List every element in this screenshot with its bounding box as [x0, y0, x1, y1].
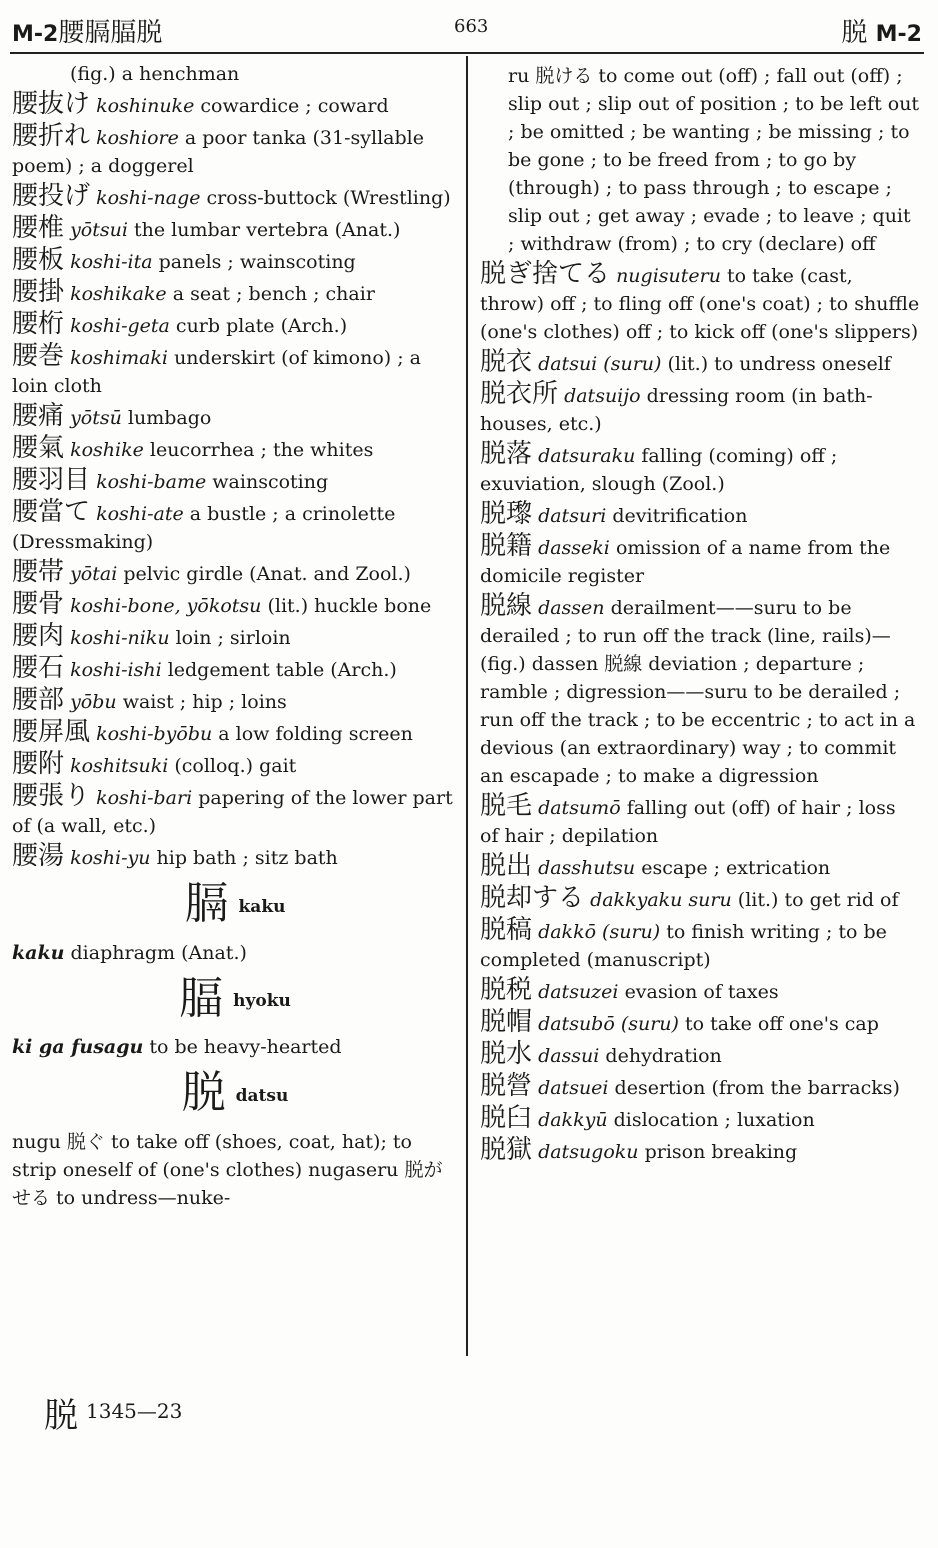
dictionary-entry: [480, 1104, 920, 1134]
footer-code: 1345—23: [86, 1399, 183, 1423]
entry-reading: koshike: [70, 439, 144, 461]
dictionary-entry: [12, 686, 458, 716]
head-char-glyph: 脱: [181, 1067, 226, 1118]
entry-definition: (colloq.) gait: [174, 755, 297, 777]
entry-definition: cross-buttock (Wrestling): [206, 187, 451, 209]
dictionary-entry: [480, 500, 920, 530]
dictionary-entry: [480, 260, 920, 346]
header-left: [12, 12, 162, 49]
dictionary-entry: [12, 122, 458, 180]
entry-definition: (lit.) huckle bone: [267, 595, 432, 617]
head-char-reading: datsu: [235, 1085, 289, 1106]
entry-kanji: 脱衣: [480, 347, 533, 377]
entry-kanji: 腰投げ: [12, 181, 91, 211]
entry-reading: koshikake: [70, 283, 167, 305]
dictionary-entry: [12, 90, 458, 120]
dictionary-entry: [480, 976, 920, 1006]
dictionary-entry: [480, 380, 920, 438]
entry-definition: the lumbar vertebra (Anat.): [133, 219, 401, 241]
entry-kanji: 脱毛: [480, 791, 533, 821]
entry-definition: derailment——suru to be derailed ; to run off the track (line, rails)—(fig.) dassen 脱線 deviation ; departure ; ramble ; digression——suru to be derailed ; run off the track ; to be eccentric ; to act in a devious (an extraordinary) way ; to commit an escapade ; to make a digression: [480, 597, 916, 787]
entry-definition: panels ; wainscoting: [158, 251, 356, 273]
entry-reading: koshi-bone, yōkotsu: [70, 595, 262, 617]
entry-definition: omission of a name from the domicile register: [480, 537, 891, 587]
entry-kanji: 脱税: [480, 975, 533, 1005]
entry-reading: dasseki: [538, 537, 610, 559]
header-right: [841, 12, 922, 49]
entry-reading: yōtai: [70, 563, 118, 585]
dictionary-entry: [12, 498, 458, 556]
header-left-chars: 腰膈腷脱: [58, 18, 163, 48]
head-char-glyph: 膈: [184, 878, 229, 929]
dictionary-entry: [12, 246, 458, 276]
entry-definition: dehydration: [605, 1045, 722, 1067]
entry-reading: koshi-yu: [70, 847, 151, 869]
entry-kanji: 脱籍: [480, 531, 533, 561]
entry-reading: datsugoku: [538, 1141, 639, 1163]
continued-entry: ru 脱ける to come out (off) ; fall out (off) ; slip out ; slip out of position ; to be left out ; be omitted ; be wanting ; be missing ; to be gone ; to be freed from ; to go by (through) ; to pass through ; to escape ; slip out ; get away ; evade ; to leave ; quit ; withdraw (from) ; to cry (declare) off: [508, 65, 920, 255]
entry-kanji: 腰部: [12, 685, 65, 715]
entry-kanji: 脱帽: [480, 1007, 533, 1037]
entry-definition: diaphragm (Anat.): [70, 941, 247, 964]
entry-reading: dassui: [538, 1045, 600, 1067]
entry-definition: papering of the lower part of (a wall, etc.): [12, 787, 453, 837]
entry-definition: (lit.) to undress oneself: [667, 353, 891, 375]
entry-kanji: 脱臼: [480, 1103, 533, 1133]
entry-reading: koshi-ate: [96, 503, 184, 525]
continued-entry: (fig.) a henchman: [70, 63, 240, 85]
entry-kanji: 腰石: [12, 653, 65, 683]
entry-definition: dressing room (in bath-houses, etc.): [480, 385, 873, 435]
entry-reading: koshi-ita: [70, 251, 153, 273]
entry-kanji: 腰當て: [12, 497, 91, 527]
entry-definition: (lit.) to get rid of: [737, 889, 899, 911]
entry-definition: escape ; extrication: [641, 857, 831, 879]
entry-definition: wainscoting: [212, 471, 329, 493]
right-entry-list: [480, 260, 920, 1166]
dictionary-entry: [12, 590, 458, 620]
entry-kanji: 腰羽目: [12, 465, 91, 495]
entry-definition: to finish writing ; to be completed (manuscript): [480, 921, 887, 971]
dictionary-entry: [480, 1040, 920, 1070]
entry-kanji: 脱ぎ捨てる: [480, 259, 611, 289]
page-header: [12, 8, 922, 48]
entry-reading: koshi-ishi: [70, 659, 162, 681]
dictionary-entry: [12, 842, 458, 872]
entry-definition: loin ; sirloin: [175, 627, 291, 649]
entry-reading: kaku: [12, 941, 65, 964]
entry-definition: underskirt (of kimono) ; a loin cloth: [12, 347, 421, 397]
dictionary-entry: [480, 1008, 920, 1038]
entry-definition: hip bath ; sitz bath: [156, 847, 338, 869]
left-entry-list: [12, 90, 458, 872]
head-definition: [12, 1033, 458, 1061]
entry-reading: koshinuke: [96, 95, 195, 117]
entry-kanji: 脱出: [480, 851, 533, 881]
entry-definition: falling out (off) of hair ; loss of hair ; depilation: [480, 797, 896, 847]
head-char-reading: hyoku: [233, 991, 291, 1011]
head-definition-text: nugu 脱ぐ to take off (shoes, coat, hat); to strip oneself of (one's clothes) nugaseru 脱がせる to undress—nuke-: [12, 1130, 443, 1209]
entry-reading: datsuraku: [538, 445, 636, 467]
entry-reading: koshi-bari: [96, 787, 193, 809]
entry-reading: datsuzei: [538, 981, 619, 1003]
entry-reading: dasshutsu: [538, 857, 636, 879]
entry-definition: lumbago: [127, 407, 212, 429]
head-char-glyph: 腷: [179, 972, 224, 1024]
entry-kanji: 脱線: [480, 591, 533, 621]
entry-reading: koshi-niku: [70, 627, 170, 649]
entry-reading: yōbu: [70, 691, 117, 713]
dictionary-entry: [12, 466, 458, 496]
entry-kanji: 脱瓈: [480, 499, 533, 529]
entry-definition: ledgement table (Arch.): [167, 659, 397, 681]
entry-reading: yōtsū: [70, 407, 122, 429]
entry-kanji: 腰板: [12, 245, 65, 275]
dictionary-entry: [480, 348, 920, 378]
entry-kanji: 腰帯: [12, 557, 65, 587]
entry-reading: koshi-byōbu: [96, 723, 213, 745]
entry-definition: devitrification: [612, 505, 748, 527]
entry-definition: falling (coming) off ; exuviation, slough (Zool.): [480, 445, 838, 495]
head-character: [12, 1065, 458, 1124]
dictionary-entry: [480, 1136, 920, 1166]
entry-reading: koshi-bame: [96, 471, 207, 493]
header-right-char: 脱: [841, 18, 868, 48]
entry-reading: datsuijo: [564, 385, 641, 407]
entry-definition: pelvic girdle (Anat. and Zool.): [123, 563, 411, 585]
head-char-reading: kaku: [238, 896, 286, 917]
entry-reading: datsuri: [538, 505, 607, 527]
entry-reading: dakkyū: [538, 1109, 608, 1131]
entry-reading: koshi-nage: [96, 187, 201, 209]
dictionary-entry: [480, 1072, 920, 1102]
entry-kanji: 腰痛: [12, 401, 65, 431]
entry-kanji: 腰氣: [12, 433, 65, 463]
entry-kanji: 腰湯: [12, 841, 65, 871]
column-divider: [466, 56, 468, 1356]
entry-kanji: 脱却する: [480, 883, 585, 913]
entry-definition: leucorrhea ; the whites: [149, 439, 374, 461]
dictionary-entry: [12, 654, 458, 684]
dictionary-entry: [12, 622, 458, 652]
entry-definition: a bustle ; a crinolette (Dressmaking): [12, 503, 396, 553]
entry-definition: to be heavy-hearted: [149, 1036, 342, 1058]
entry-definition: curb plate (Arch.): [175, 315, 348, 337]
entry-definition: desertion (from the barracks): [614, 1077, 900, 1099]
left-column: [12, 62, 458, 1214]
dictionary-entry: [480, 916, 920, 974]
entry-reading: dakkyaku suru: [590, 889, 732, 911]
entry-kanji: 脱營: [480, 1071, 533, 1101]
entry-kanji: 腰折れ: [12, 121, 91, 151]
dictionary-entry: [12, 214, 458, 244]
page-footer: [44, 1388, 182, 1437]
entry-reading: datsubō (suru): [538, 1013, 679, 1035]
entry-definition: evasion of taxes: [624, 981, 779, 1003]
entry-kanji: 腰椎: [12, 213, 65, 243]
entry-kanji: 腰抜け: [12, 89, 91, 119]
entry-definition: to take off one's cap: [685, 1013, 879, 1035]
entry-reading: datsui (suru): [538, 353, 662, 375]
dictionary-entry: [12, 782, 458, 840]
entry-reading: nugisuteru: [616, 265, 721, 287]
entry-kanji: 脱稿: [480, 915, 533, 945]
entry-reading: yōtsui: [70, 219, 128, 241]
entry-reading: koshitsuki: [70, 755, 169, 777]
dictionary-entry: [480, 884, 920, 914]
entry-definition: dislocation ; luxation: [613, 1109, 815, 1131]
entry-reading: dassen: [538, 597, 605, 619]
entry-kanji: 腰附: [12, 749, 65, 779]
head-character: [12, 971, 458, 1030]
dictionary-entry: [12, 310, 458, 340]
entry-kanji: 腰屏風: [12, 717, 91, 747]
entry-kanji: 脱落: [480, 439, 533, 469]
dictionary-entry: [12, 342, 458, 400]
entry-reading: ki ga fusagu: [12, 1036, 144, 1058]
entry-reading: koshi-geta: [70, 315, 170, 337]
entry-definition: waist ; hip ; loins: [122, 691, 287, 713]
dictionary-entry: [12, 182, 458, 212]
entry-kanji: 脱水: [480, 1039, 533, 1069]
entry-definition: a seat ; bench ; chair: [172, 283, 375, 305]
dictionary-entry: [12, 402, 458, 432]
head-character: [12, 876, 458, 935]
header-rule: [10, 52, 924, 54]
right-column: [480, 62, 920, 1168]
dictionary-entry: [480, 532, 920, 590]
entry-definition: a poor tanka (31-syllable poem) ; a doggerel: [12, 127, 424, 177]
entry-kanji: 脱獄: [480, 1135, 533, 1165]
dictionary-entry: [480, 592, 920, 790]
entry-reading: datsumō: [538, 797, 621, 819]
dictionary-entry: [12, 434, 458, 464]
entry-reading: datsuei: [538, 1077, 609, 1099]
dictionary-entry: [480, 792, 920, 850]
entry-reading: dakkō (suru): [538, 921, 661, 943]
entry-kanji: 腰掛: [12, 277, 65, 307]
entry-kanji: 腰張り: [12, 781, 91, 811]
entry-kanji: 腰肉: [12, 621, 65, 651]
entry-kanji: 腰桁: [12, 309, 65, 339]
entry-reading: koshimaki: [70, 347, 169, 369]
dictionary-entry: [480, 852, 920, 882]
dictionary-entry: [12, 718, 458, 748]
entry-kanji: 腰巻: [12, 341, 65, 371]
dictionary-entry: [480, 440, 920, 498]
dictionary-entry: [12, 750, 458, 780]
header-left-code: M-2: [12, 22, 59, 47]
dictionary-entry: [12, 278, 458, 308]
entry-definition: cowardice ; coward: [200, 95, 389, 117]
entry-kanji: 脱衣所: [480, 379, 559, 409]
page-number: 663: [454, 16, 489, 37]
entry-definition: a low folding screen: [218, 723, 413, 745]
entry-definition: to take (cast, throw) off ; to fling off (one's coat) ; to shuffle (one's clothes) off ; to kick off (one's slippers): [480, 265, 920, 343]
dictionary-entry: [12, 558, 458, 588]
footer-char: 脱: [44, 1396, 78, 1436]
entry-reading: koshiore: [96, 127, 179, 149]
entry-kanji: 腰骨: [12, 589, 65, 619]
header-right-code: M-2: [875, 22, 922, 47]
entry-definition: prison breaking: [644, 1141, 798, 1163]
head-definition: [12, 939, 458, 967]
